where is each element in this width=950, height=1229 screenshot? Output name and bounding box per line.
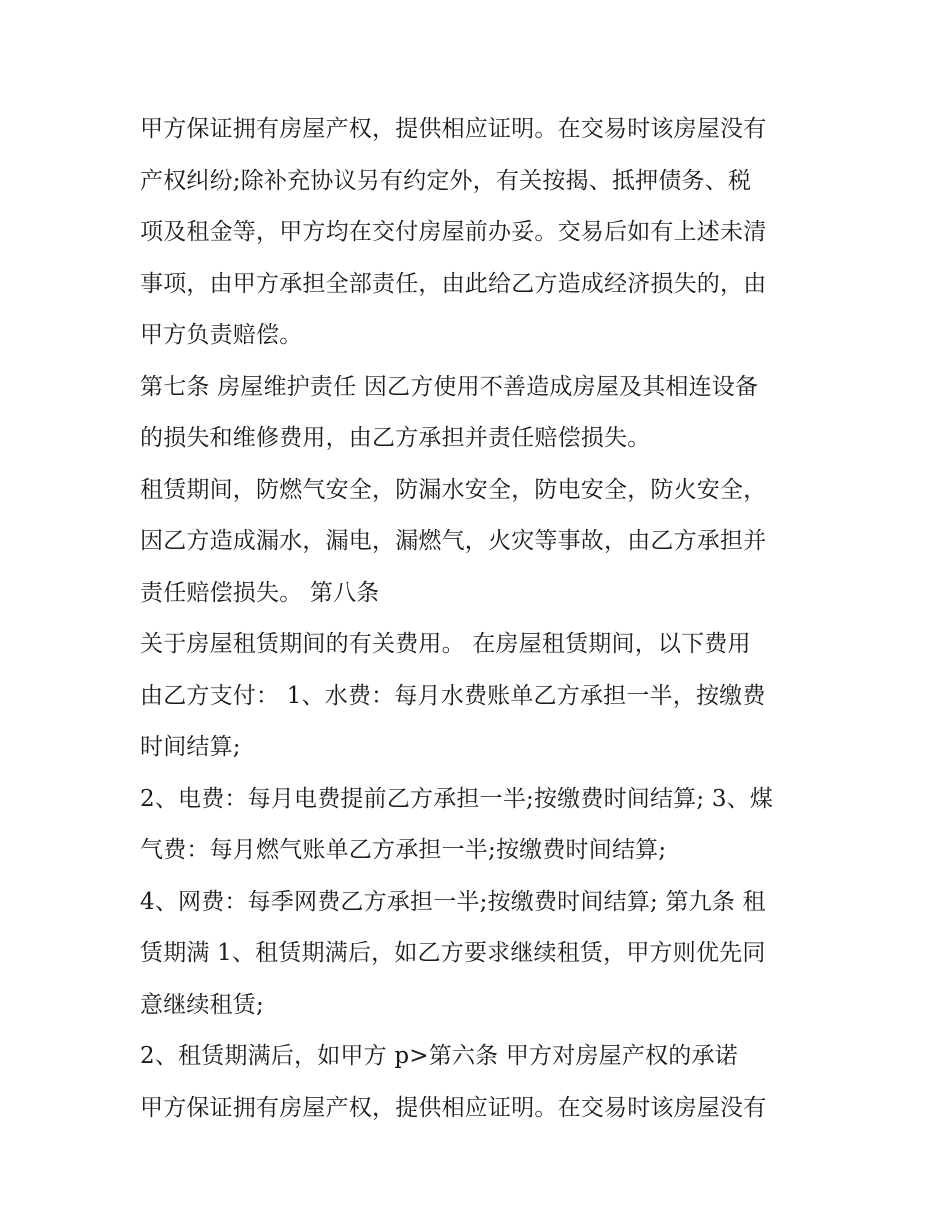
contract-text bbox=[140, 104, 820, 1134]
text-line: 甲方保证拥有房屋产权，提供相应证明。在交易时该房屋没有 bbox=[140, 1094, 767, 1121]
text-line: 第七条 房屋维护责任 因乙方使用不善造成房屋及其相连设备 bbox=[140, 373, 759, 400]
text-line: 气费：每月燃气账单乙方承担一半;按缴费时间结算; bbox=[140, 837, 667, 863]
text-line: 时间结算; bbox=[140, 734, 241, 760]
text-line: 责任赔偿损失。 第八条 bbox=[140, 579, 380, 606]
text-line: 事项，由甲方承担全部责任，由此给乙方造成经济损失的，由 bbox=[140, 270, 767, 297]
text-line: 的损失和维修费用，由乙方承担并责任赔偿损失。 bbox=[140, 425, 651, 451]
text-line: 项及租金等，甲方均在交付房屋前办妥。交易后如有上述未清 bbox=[140, 219, 767, 245]
text-line: 租赁期间，防燃气安全，防漏水安全，防电安全，防火安全， bbox=[140, 476, 767, 503]
text-line: 因乙方造成漏水，漏电，漏燃气，火灾等事故，由乙方承担并 bbox=[140, 528, 767, 554]
text-line: 2、电费：每月电费提前乙方承担一半;按缴费时间结算; 3、煤 bbox=[140, 785, 774, 812]
text-line: 甲方保证拥有房屋产权，提供相应证明。在交易时该房屋没有 bbox=[140, 116, 767, 142]
text-line: 由乙方支付： 1、水费：每月水费账单乙方承担一半，按缴费 bbox=[140, 682, 766, 709]
text-line: 赁期满 1、租赁期满后，如乙方要求继续租赁，甲方则优先同 bbox=[140, 940, 766, 966]
text-line: 4、网费：每季网费乙方承担一半;按缴费时间结算; 第九条 租 bbox=[140, 888, 766, 915]
text-line: 甲方负责赔偿。 bbox=[140, 322, 303, 348]
text-line: 关于房屋租赁期间的有关费用。 在房屋租赁期间，以下费用 bbox=[140, 631, 751, 657]
text-line: 意继续租赁; bbox=[140, 991, 264, 1018]
text-line: 2、租赁期满后，如甲方 p>第六条 甲方对房屋产权的承诺 bbox=[140, 1043, 738, 1069]
text-line: 产权纠纷;除补充协议另有约定外，有关按揭、抵押债务、税 bbox=[140, 167, 752, 194]
